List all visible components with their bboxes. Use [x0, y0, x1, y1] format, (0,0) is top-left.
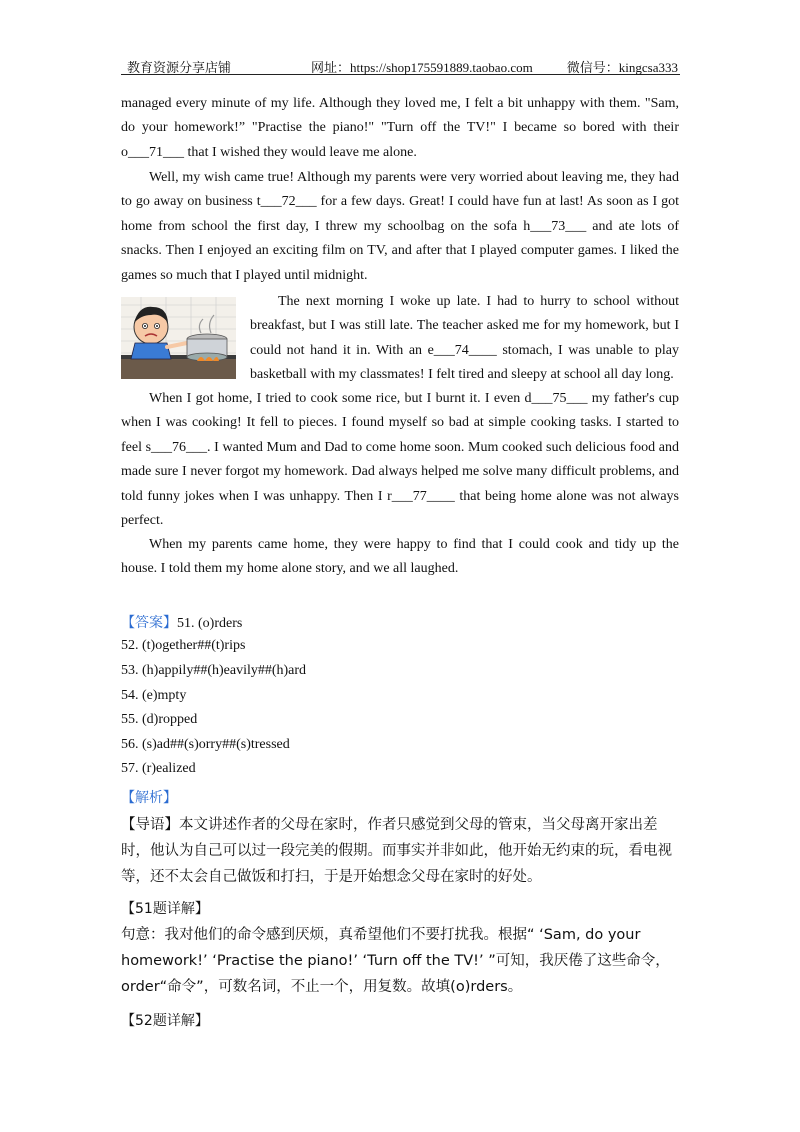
answer-label: 【答案】 [121, 615, 177, 631]
passage-paragraph-5: When my parents came home, they were happy to find that I could cook and tidy up the house. I told them my home alone story, and we all laughed. [121, 537, 679, 577]
answer-item: 56. (s)ad##(s)orry##(s)tressed [121, 737, 290, 752]
answer-item: 54. (e)mpty [121, 688, 187, 703]
passage-paragraph-4: When I got home, I tried to cook some rice, but I burnt it. I even d___75___ my father's cup when I was cooking! It fell to pieces. I found myself so bad at simple cooking tasks. I started to feel s___76___. I wanted Mum and Dad to come home soon. Mum cooked such delicious food and made sure I never forgot my homework. Dad always helped me solve many difficult problems, and told funny jokes when I was unhappy. Then I r___77____ that being home alone was not always perfect. [121, 391, 679, 529]
answer-line-1 [121, 612, 242, 632]
wechat-id: 微信号：kingcsa333 [566, 60, 678, 75]
analysis-label: 【解析】 [121, 790, 177, 806]
passage-paragraph-3: The next morning I woke up late. I had to hurry to school without breakfast, but I was still late. The teacher asked me for my homework, but I could not hand it in. With an e___74____ stomach, I was unable to play basketball with my classmates! I felt tired and sleepy at school all day long. [250, 294, 679, 383]
q51-title: 【51题详解】 [121, 901, 209, 917]
answer-item: 57. (r)ealized [121, 761, 196, 776]
passage-paragraph-2: Well, my wish came true! Although my parents were very worried about leaving me, they had to go away on business t___72___ for a few days. Great! I could have fun at last! As soon as I got home from school the first day, I threw my schoolbag on the sofa h___73___ and ate lots of snacks. Then I enjoyed an exciting film on TV, and after that I played computer games. I liked the games so much that I played until midnight. [121, 170, 679, 283]
answer-item: 53. (h)appily##(h)eavily##(h)ard [121, 663, 307, 678]
guide-paragraph: 【导语】本文讲述作者的父母在家时，作者只感觉到父母的管束，当父母离开家出差时，他认为自己可以过一段完美的假期。而事实并非如此，他开始无约束的玩，看电视等，还不太会自己做饭和打扫，于是开始想念父母在家时的好处。 [121, 817, 672, 885]
passage-paragraph-1: managed every minute of my life. Although they loved me, I felt a bit unhappy with them. "Sam, do your homework!” "Practise the piano!" "Turn off the TV!" I became so bored with their o___71___ that I wished they would leave me alone. [121, 96, 679, 160]
shop-url: 网址：https://shop175591889.taobao.com [311, 60, 533, 75]
boy-cooking-illustration [121, 297, 236, 379]
answer-item: 51. (o)rders [177, 616, 243, 631]
q51-explanation: 句意：我对他们的命令感到厌烦，真希望他们不要打扰我。根据“ ‘Sam, do your homework!’ ‘Practise the piano!’ ‘Turn off the TV!’ ”可知，我厌倦了这些命令，order“命令”，可数名词，不止一个，用复数。故填(o)rders。 [121, 927, 670, 995]
q52-title: 【52题详解】 [121, 1013, 209, 1029]
page-header [121, 54, 680, 75]
answer-item: 55. (d)ropped [121, 712, 198, 727]
answer-item: 52. (t)ogether##(t)rips [121, 638, 246, 653]
shop-name: 教育资源分享店铺 [127, 61, 232, 76]
